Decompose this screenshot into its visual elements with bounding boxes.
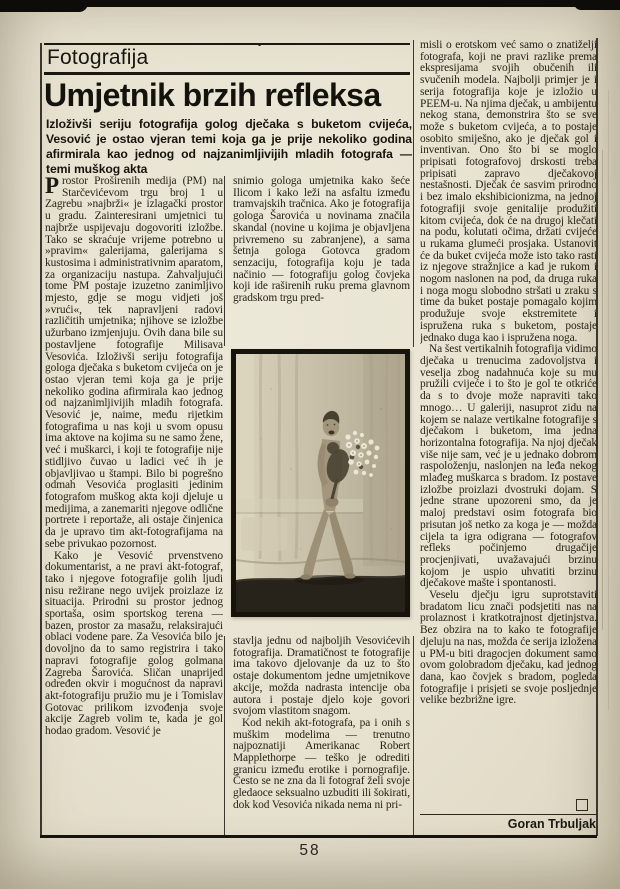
column-divider [413, 636, 414, 836]
scan-blob-top-left [0, 0, 88, 12]
boy-with-bouquet-photo [231, 349, 410, 617]
column-2-lower-text [233, 636, 410, 836]
scan-edge-band [0, 0, 620, 7]
scan-scratch [602, 150, 603, 630]
kicker-rule-top [44, 43, 410, 45]
article-paragraph: Kod nekih akt-fotografa, pa i onih s muškim modelima — trenutno najpoznatiji Amerikanac Robert Mapplethorpe — teško je odrediti granicu između erotike i pornografije. Često se ne zna da li fotograf želi svoje gledaoce seksualno uzbuditi ili šokirati, dok kod Vesovića nikada nema ni pri- [233, 716, 410, 811]
author-byline: Goran Trbuljak [507, 817, 596, 831]
article-paragraph: Veselu dječju igru suprotstaviti bradatom licu znači podsjetiti nas na prolaznost i kratkotrajnost djetinjstva. Bez obzira na to kako te fotografije djeluju na nas, možda će serija izložena u PM-u biti dragocjen dokument samo ovom golobradom dječaku, kad jednog dana, kao čovjek s bradom, pogleda fotografije i prisjeti se svoje posljednje velike bezbrižne igre. [420, 589, 597, 707]
article-photo [231, 349, 410, 617]
article-paragraph: Kako je Vesović prvenstveno dokumentarist, a ne pravi akt-fotograf, tako i njegove fotografije golih ljudi nisu režirane nego uvijek proizlaze iz situacija. Prirodni su prostor jednog sportaša, osim sportskog terena — bazen, prostor za masažu, relaksirajući oblaci vodene pare. Za Vesovića bilo je dovoljno da to samo registrira i tako napravi fotografije golog golmana Zagreba Šarovića. Sličan unaprijed određen okvir i mogućnost da napravi akt-fotografiju pružio mu je i Tomislav Gotovac prilikom izvođenja svoje akcije Zagreb volim te, kada je gol hodao gradom. Vesović je [45, 549, 223, 738]
column-1-text [45, 176, 223, 836]
article-lead: Izloživši seriju fotografija golog dječaka s buketom cvijeća, Vesović je ostao vjeran temi koja ga je prije nekoliko godina afirmirala kao jednog od najzanimljivijih mladih fotografa — temi muškog akta [46, 117, 412, 176]
kicker-rule-bottom [44, 72, 410, 75]
article-paragraph: Prostor Proširenih medija (PM) na Starčevićevom trgu broj 1 u Zagrebu »najbrži« je izlagački prostor u gradu. Zainteresirani umjetnici tu najbrže uspijevaju dogovoriti izložbe. Tako se skraćuje vrijeme potrebno u »pravim« galerijama, galerijama s kustosima i administrativnim aparatom, za organizaciju nastupa. Zahvaljujući tome PM postaje izuzetno zanimljivo mjesto, gdje se mogu vidjeti još »vrući«, tek napravljeni radovi različitih umjetnika; njihove se izložbe užurbano izmjenjuju. Ovih dana bile su postavljene fotografije Milisava Vesovića. Izloživši seriju fotografija gologa dječaka s buketom cvijeća on je ostao vjeran temi koja ga je prije nekoliko godina afirmirala kao jednog od najzanimljivijih mladih fotografa. Vesović je, naime, među rijetkim fotografima u nas koji u svom opusu ima aktove na kojima su ne samo žene, već i muškarci, i koji te fotografije nije stidljivo čuvao u ladici već ih je objavljivao u štampi. Bilo bi pogrešno odmah Vesovića proglasiti jedinim fotografom muškog akta koji djeluje u medijima, a zanemariti njegove odlične portrete i reportaže, ali ostaje činjenica da je upravo tim akt-fotografijama na sebe privukao pozornost. [45, 176, 223, 550]
column-2-upper-text [233, 176, 410, 346]
page-number: 58 [299, 842, 321, 859]
drop-cap: P [45, 176, 59, 198]
article-paragraph: Na šest vertikalnih fotografija vidimo dječaka u trenucima zadovoljstva i veselja zbog nadahnuća koje su mu pružili cvijeće i to što je gol te otkriće da s to dvoje može napraviti tako mnogo… U galeriji, nasuprot zidu na kojem se nalaze vertikalne fotografije s dječakom i buketom, ima jedna horizontalna fotografija. Na njoj dječak više nije sam, već je u jednako dobrom raspoloženju, naslonjen na leđa nekog mlađeg muškarca s bradom. Iz postave izložbe proizlazi dvostruki dojam. S jedne strane upozoreni smo, da je maloj predstavi osim fotografa bio prisutan još netko za koga je — možda cijela ta igra odigrana — fotografov refleks počinjemo drugačije procjenjivati, uvažavajući brzinu kojom je uspio uhvatiti brzinu dječakove mašte i spontanosti. [420, 343, 597, 590]
article-paragraph: snimio gologa umjetnika kako šeće Ilicom i kako leži na asfaltu između tramvajskih tračnica. Ako je fotografija gologa Šarovića u novinama značila skandal (novine u kojima je objavljena privremeno su zabranjene), a sama šetnja gologa Gotovca gradom senzaciju, fotografija koju je tada načinio — fotografiju golog čovjeka koji ide raširenih ruku prema glavnom gradskom trgu pred- [233, 176, 410, 305]
column-divider [224, 636, 225, 836]
page-left-rule [40, 43, 42, 838]
end-of-article-mark [576, 799, 588, 811]
article-paragraph: stavlja jednu od najboljih Vesovićevih fotografija. Dramatičnost te fotografije ima takovo djelovanje da uz to što ostaje dokumentom jedne umjetnikove akcije, možda nadrasta intencije oba autora i postaje djelo koje govori svojom vlastitom snagom. [233, 636, 410, 718]
article-paragraph: misli o erotskom već samo o znatiželji fotografa, koji ne pravi razlike prema ekspresijama svojih obučenih ili svučenih modela. Najbolji primjer je i serija fotografija koje je izložio u PEEM-u. Na njima dječak, u ambijentu nekog stana, demonstrira što se sve može s buketom cvijeća, a to postaje osobito smiješno, ako je dječak gol i inventivan. Ono što bi se moglo pripisati fotografovoj drskosti treba pripisati zapravo dječakovoj nestašnosti. Dječak će sasvim prirodno i bez imalo ekshibicionizma, na jednoj fotografiji svoje genitalije produžiti kitom cvijeća, dok će na drugoj klečati na podu, kolutati očima, držati cvijeće u rukama glumeći prosjaka. Ustanovit će da buket cvijeća može isto tako rasti iz njegove stražnjice a kad je rukom i nogom naslonen na pod, da druga ruka i noga mogu slobodno stršati u zraku s time da buket postaje pomagalo kojim produžuje svoje ekstremitete i ispružena ruka s buketom, postaje jednako duga kao i ispružena noga. [420, 40, 597, 344]
article-title: Umjetnik brzih refleksa [44, 77, 381, 113]
footer-rule [40, 835, 597, 838]
column-3-text [420, 40, 597, 812]
scan-blob-top-right [574, 0, 620, 10]
section-kicker: Fotografija [47, 46, 149, 69]
column-divider [224, 176, 225, 346]
column-divider [413, 40, 414, 347]
byline-rule [420, 814, 597, 815]
scan-scratch [608, 90, 609, 710]
